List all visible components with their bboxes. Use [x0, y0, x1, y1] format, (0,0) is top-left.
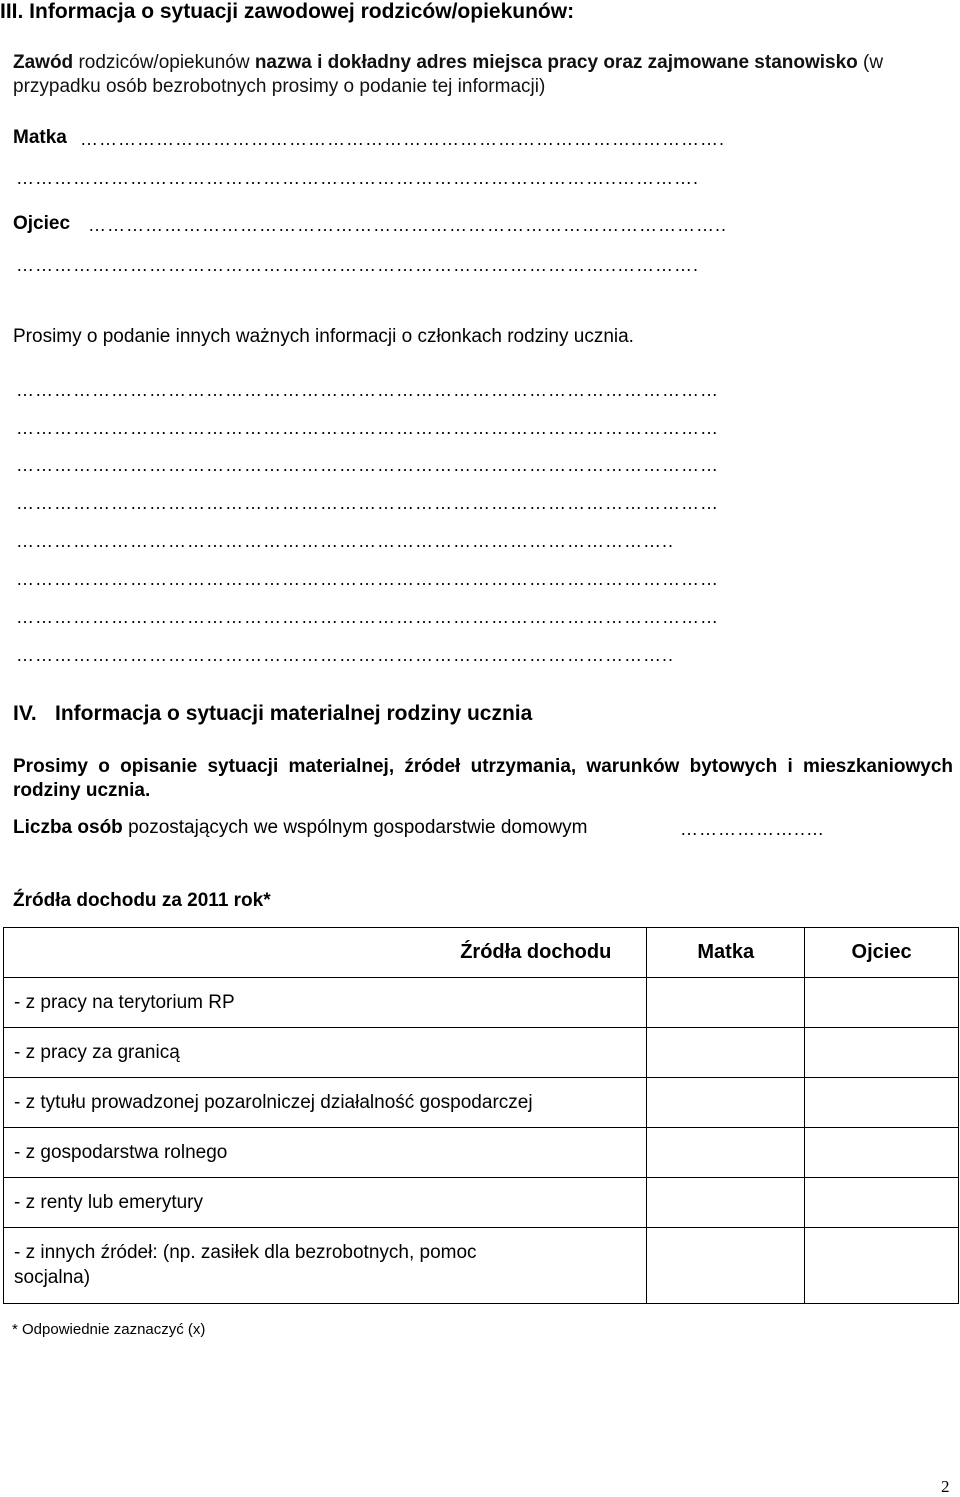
- other-info-line[interactable]: …………………………………………………………………………………………………: [16, 380, 719, 400]
- father-income-cell[interactable]: [805, 1128, 959, 1178]
- mother-income-cell[interactable]: [647, 1228, 805, 1304]
- income-table-header: [4, 928, 959, 978]
- mother-income-cell[interactable]: [647, 1028, 805, 1078]
- other-info-line[interactable]: …………………………………………………………………………………………………: [16, 418, 719, 438]
- father-label: Ojciec: [13, 213, 71, 234]
- table-row: [4, 1228, 959, 1304]
- income-source-label: - z renty lub emerytury: [4, 1178, 647, 1228]
- other-info-line[interactable]: …………………………………………………………………………………………..: [16, 531, 675, 551]
- mother-income-cell[interactable]: [647, 1128, 805, 1178]
- father-income-cell[interactable]: [805, 1078, 959, 1128]
- other-info-line[interactable]: …………………………………………………………………………………………………: [16, 493, 719, 513]
- table-row: [4, 1028, 959, 1078]
- section-3-intro: [13, 51, 943, 99]
- mother-label: Matka: [13, 127, 67, 148]
- section-4-heading: [13, 702, 532, 726]
- income-source-label: - z innych źródeł: (np. zasiłek dla bezrobotnych, pomoc socjalna): [4, 1228, 647, 1304]
- father-field-line-2[interactable]: …………………………………………………………………………………..………….: [16, 255, 700, 275]
- other-info-line[interactable]: …………………………………………………………………………………………………: [16, 607, 719, 627]
- intro-part-1: Zawód: [13, 52, 74, 73]
- section-4-title: Informacja o sytuacji materialnej rodziny ucznia: [55, 702, 533, 725]
- col-header-source: Źródła dochodu: [4, 928, 647, 978]
- col-header-father: Ojciec: [805, 928, 959, 978]
- table-row: [4, 1178, 959, 1228]
- mother-income-cell[interactable]: [647, 1078, 805, 1128]
- table-row: [4, 1078, 959, 1128]
- household-label-rest: pozostających we wspólnym gospodarstwie domowym: [122, 817, 588, 838]
- father-income-cell[interactable]: [805, 1178, 959, 1228]
- footnote: * Odpowiednie zaznaczyć (x): [12, 1321, 206, 1338]
- intro-part-2: rodziców/opiekunów: [73, 52, 255, 73]
- income-source-label: - z pracy na terytorium RP: [4, 978, 647, 1028]
- income-table: [3, 927, 959, 1304]
- income-source-label: - z tytułu prowadzonej pozarolniczej działalność gospodarczej: [4, 1078, 647, 1128]
- section-4-description: Prosimy o opisanie sytuacji materialnej, źródeł utrzymania, warunków bytowych i mieszkaniowych rodziny ucznia.: [13, 756, 953, 801]
- other-info-line[interactable]: …………………………………………………………………………………………………: [16, 569, 719, 589]
- father-income-cell[interactable]: [805, 1028, 959, 1078]
- mother-field-line-1[interactable]: ……………………………………………………………………………..………….: [80, 129, 726, 149]
- income-source-label: - z gospodarstwa rolnego: [4, 1128, 647, 1178]
- household-label-bold: Liczba osób: [13, 817, 123, 838]
- table-row: [4, 978, 959, 1028]
- other-info-prompt: Prosimy o podanie innych ważnych informacji o członkach rodziny ucznia.: [13, 326, 634, 347]
- household-size-field[interactable]: ………………..…: [680, 819, 826, 839]
- mother-field-line-2[interactable]: …………………………………………………………………………………..………….: [16, 168, 700, 188]
- father-field-line-1[interactable]: ………………………………………………………………………………………..: [88, 215, 728, 235]
- father-income-cell[interactable]: [805, 978, 959, 1028]
- mother-income-cell[interactable]: [647, 1178, 805, 1228]
- section-4-number: IV.: [13, 702, 37, 725]
- income-source-label: - z pracy za granicą: [4, 1028, 647, 1078]
- income-heading: Źródła dochodu za 2011 rok*: [13, 890, 271, 911]
- mother-income-cell[interactable]: [647, 978, 805, 1028]
- intro-part-4: (w przypadku osób bezrobotnych prosimy o podanie tej informacji): [13, 52, 884, 97]
- table-row: [4, 1128, 959, 1178]
- other-info-line[interactable]: …………………………………………………………………………………………..: [16, 645, 675, 665]
- other-info-line[interactable]: …………………………………………………………………………………………………: [16, 455, 719, 475]
- household-size-row: [13, 817, 587, 839]
- father-income-cell[interactable]: [805, 1228, 959, 1304]
- section-3-heading: III. Informacja o sytuacji zawodowej rodziców/opiekunów:: [0, 0, 575, 23]
- col-header-mother: Matka: [647, 928, 805, 978]
- page-number: 2: [941, 1477, 950, 1496]
- intro-part-3: nazwa i dokładny adres miejsca pracy oraz zajmowane stanowisko: [254, 52, 858, 73]
